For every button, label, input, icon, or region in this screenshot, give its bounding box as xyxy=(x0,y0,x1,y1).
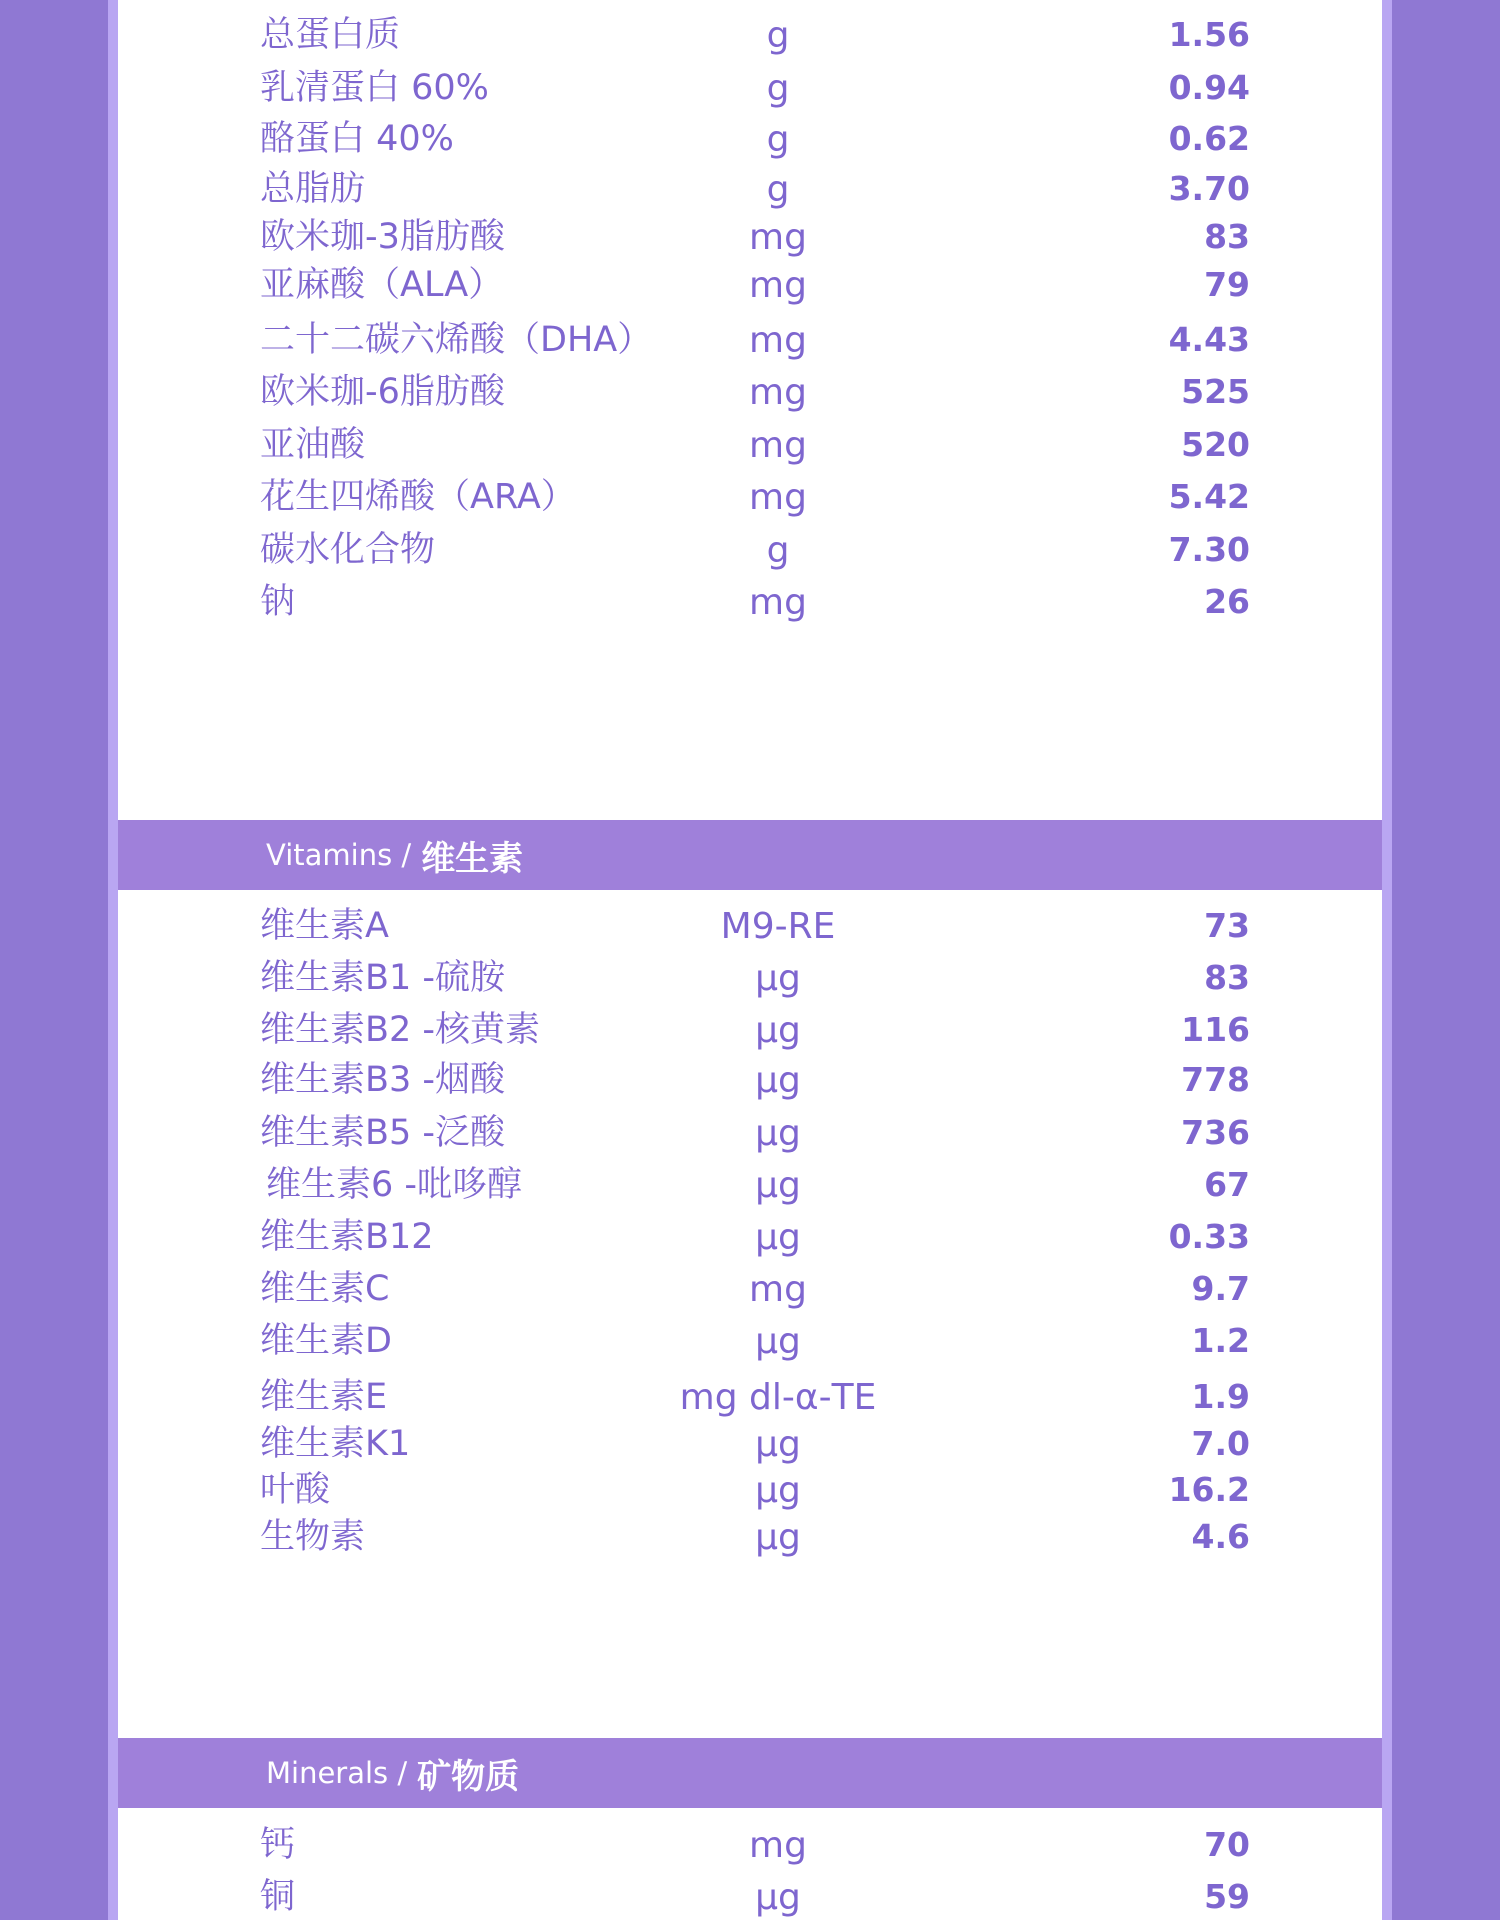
nutrient-value: 70 xyxy=(1204,1825,1250,1864)
nutrient-value: 67 xyxy=(1204,1165,1250,1204)
nutrient-unit: g xyxy=(766,119,790,160)
nutrient-value: 1.56 xyxy=(1168,15,1250,54)
nutrient-unit: mg xyxy=(749,320,807,361)
vitamins-section-header xyxy=(118,820,1382,890)
section-header-en: Minerals / xyxy=(266,1756,408,1790)
nutrient-name: 维生素A xyxy=(260,906,389,946)
nutrient-name: 欧米珈-6脂肪酸 xyxy=(260,372,505,412)
nutrient-name: 维生素B3 -烟酸 xyxy=(260,1060,506,1100)
nutrient-name: 碳水化合物 xyxy=(260,530,436,570)
nutrient-unit: g xyxy=(766,68,790,109)
nutrient-name: 钙 xyxy=(260,1825,296,1865)
nutrient-unit: mg xyxy=(749,217,807,258)
nutrient-unit: μg xyxy=(755,1060,801,1101)
nutrient-unit: M9-RE xyxy=(720,906,836,947)
nutrient-value: 4.6 xyxy=(1191,1517,1250,1556)
nutrient-name: 维生素6 -吡哆醇 xyxy=(266,1165,523,1205)
nutrient-unit: mg xyxy=(749,265,807,306)
nutrient-name: 维生素B5 -泛酸 xyxy=(260,1113,506,1153)
nutrient-name: 维生素C xyxy=(260,1269,390,1309)
nutrient-unit: μg xyxy=(755,1877,801,1918)
nutrient-value: 4.43 xyxy=(1168,320,1250,359)
nutrient-unit: μg xyxy=(755,1470,801,1511)
section-header-zh: 矿物质 xyxy=(417,1756,520,1797)
nutrient-unit: μg xyxy=(755,1217,801,1258)
nutrient-value: 736 xyxy=(1181,1113,1250,1152)
nutrient-value: 7.0 xyxy=(1191,1424,1250,1463)
nutrient-unit: mg dl-α-TE xyxy=(679,1377,877,1418)
nutrient-value: 83 xyxy=(1204,958,1250,997)
nutrient-name: 欧米珈-3脂肪酸 xyxy=(260,217,505,257)
nutrient-name: 总脂肪 xyxy=(260,169,366,209)
minerals-section-header xyxy=(118,1738,1382,1808)
nutrient-unit: g xyxy=(766,15,790,56)
nutrient-name: 花生四烯酸（ARA） xyxy=(260,477,576,517)
nutrient-name: 酪蛋白 40% xyxy=(260,119,454,159)
nutrient-value: 7.30 xyxy=(1168,530,1250,569)
nutrient-name: 亚油酸 xyxy=(260,425,366,465)
nutrient-name: 维生素B1 -硫胺 xyxy=(260,958,506,998)
nutrient-unit: mg xyxy=(749,1825,807,1866)
nutrient-name: 叶酸 xyxy=(260,1470,331,1510)
nutrition-panel xyxy=(118,0,1382,1920)
nutrient-value: 16.2 xyxy=(1168,1470,1250,1509)
nutrient-value: 0.94 xyxy=(1168,68,1250,107)
nutrient-name: 维生素B12 xyxy=(260,1217,434,1257)
nutrient-value: 116 xyxy=(1181,1010,1250,1049)
nutrient-name: 亚麻酸（ALA） xyxy=(260,265,504,305)
nutrient-value: 0.33 xyxy=(1168,1217,1250,1256)
nutrient-name: 维生素E xyxy=(260,1377,388,1417)
nutrient-value: 1.9 xyxy=(1191,1377,1250,1416)
nutrient-unit: mg xyxy=(749,1269,807,1310)
nutrient-value: 525 xyxy=(1181,372,1250,411)
nutrient-unit: mg xyxy=(749,372,807,413)
section-header-en: Vitamins / xyxy=(266,838,412,872)
nutrient-unit: μg xyxy=(755,958,801,999)
nutrient-value: 79 xyxy=(1204,265,1250,304)
nutrient-value: 83 xyxy=(1204,217,1250,256)
nutrient-name: 钠 xyxy=(260,582,296,622)
nutrient-value: 778 xyxy=(1181,1060,1250,1099)
nutrient-name: 乳清蛋白 60% xyxy=(260,68,489,108)
nutrient-unit: μg xyxy=(755,1517,801,1558)
nutrient-value: 73 xyxy=(1204,906,1250,945)
nutrient-name: 二十二碳六烯酸（DHA） xyxy=(260,320,653,360)
nutrient-value: 0.62 xyxy=(1168,119,1250,158)
nutrient-name: 维生素B2 -核黄素 xyxy=(260,1010,541,1050)
nutrient-unit: μg xyxy=(755,1165,801,1206)
nutrient-value: 59 xyxy=(1204,1877,1250,1916)
right-border-stripe xyxy=(1382,0,1392,1920)
nutrient-unit: mg xyxy=(749,425,807,466)
nutrient-value: 9.7 xyxy=(1191,1269,1250,1308)
section-header-zh: 维生素 xyxy=(421,838,524,879)
nutrient-name: 总蛋白质 xyxy=(260,15,401,55)
nutrient-value: 3.70 xyxy=(1168,169,1250,208)
left-border-stripe xyxy=(108,0,118,1920)
nutrient-name: 维生素D xyxy=(260,1321,392,1361)
nutrient-value: 1.2 xyxy=(1191,1321,1250,1360)
nutrient-unit: mg xyxy=(749,582,807,623)
nutrient-unit: μg xyxy=(755,1424,801,1465)
nutrient-name: 生物素 xyxy=(260,1517,366,1557)
nutrient-name: 铜 xyxy=(260,1877,296,1917)
nutrient-value: 26 xyxy=(1204,582,1250,621)
nutrient-unit: mg xyxy=(749,477,807,518)
nutrient-value: 520 xyxy=(1181,425,1250,464)
nutrient-unit: μg xyxy=(755,1113,801,1154)
nutrient-value: 5.42 xyxy=(1168,477,1250,516)
nutrient-unit: g xyxy=(766,530,790,571)
nutrient-unit: μg xyxy=(755,1321,801,1362)
nutrient-name: 维生素K1 xyxy=(260,1424,411,1464)
nutrient-unit: g xyxy=(766,169,790,210)
nutrient-unit: μg xyxy=(755,1010,801,1051)
